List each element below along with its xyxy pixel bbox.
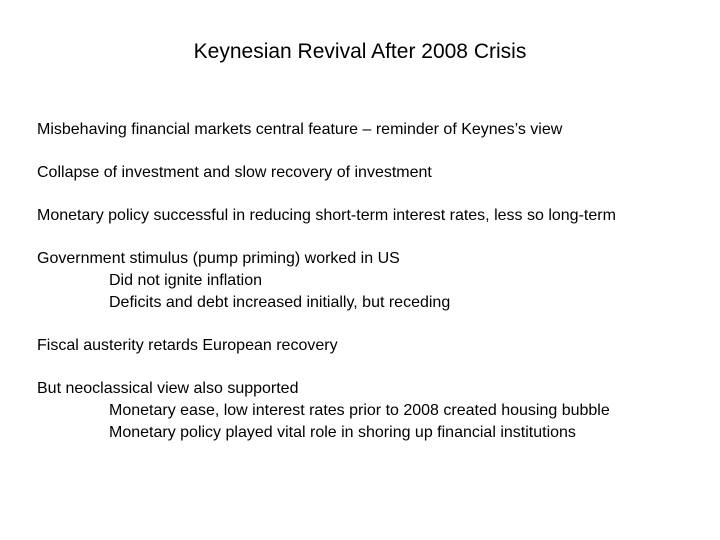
point-6: But neoclassical view also supported xyxy=(37,380,299,397)
point-2: Collapse of investment and slow recovery of investment xyxy=(37,164,432,181)
point-5: Fiscal austerity retards European recovery xyxy=(37,337,338,354)
point-1: Misbehaving financial markets central feature – reminder of Keynes’s view xyxy=(37,121,563,138)
point-6-sub-1: Monetary ease, low interest rates prior to 2008 created housing bubble xyxy=(109,402,610,419)
point-4-sub-1: Did not ignite inflation xyxy=(109,272,262,289)
point-4: Government stimulus (pump priming) worked in US xyxy=(37,250,400,267)
point-3: Monetary policy successful in reducing short-term interest rates, less so long-term xyxy=(37,207,616,224)
point-4-sub-2: Deficits and debt increased initially, but receding xyxy=(109,294,451,311)
slide-title: Keynesian Revival After 2008 Crisis xyxy=(193,40,527,63)
point-6-sub-2: Monetary policy played vital role in shoring up financial institutions xyxy=(109,424,576,441)
